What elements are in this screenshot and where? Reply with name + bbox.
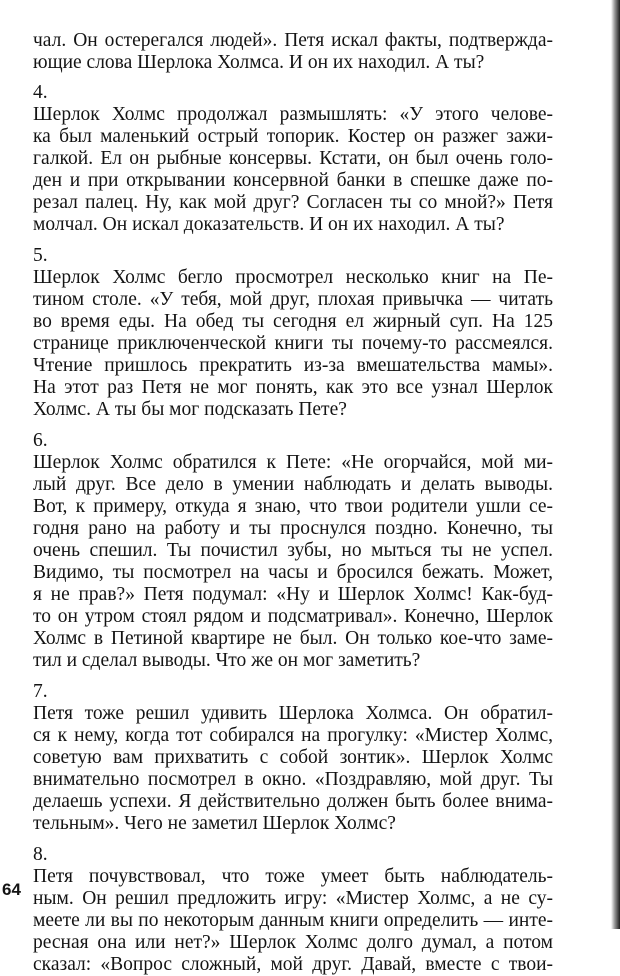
page-number: 64 [2, 880, 21, 899]
text-line: внимательно посмотрел в окно. «Поздравляю, мой друг. Ты [33, 769, 553, 790]
section-number: 5. [33, 245, 48, 266]
text-line: я не прав?» Петя подумал: «Ну и Шерлок Холмс! Как-буд- [33, 584, 553, 605]
text-line: странице приключенческой книги ты почему-то рассмеялся. [33, 333, 553, 354]
text-line: делаешь успехи. Я действительно должен быть более внима- [33, 791, 553, 812]
text-line: Шерлок Холмс продолжал размышлять: «У этого челове- [33, 104, 553, 125]
section-number: 8. [33, 844, 48, 865]
text-line: Петя почувствовал, что тоже умеет быть наблюдатель- [33, 866, 553, 887]
text-line: На этот раз Петя не мог понять, как это все узнал Шерлок [33, 377, 553, 398]
text-line: лый друг. Все дело в умении наблюдать и делать выводы. [33, 474, 553, 495]
text-line: Чтение пришлось прекратить из-за вмешательства мамы». [33, 355, 553, 376]
text-line: очень спешил. Ты почистил зубы, но мыться ты не успел. [33, 540, 553, 561]
text-line: ся к нему, когда тот собирался на прогулку: «Мистер Холмс, [33, 725, 553, 746]
text-line: тельным». Чего не заметил Шерлок Холмс? [33, 813, 396, 834]
text-line: Холмс в Петиной квартире не был. Он только кое-что заме- [33, 628, 553, 649]
text-line: Шерлок Холмс бегло просмотрел несколько книг на Пе- [33, 267, 553, 288]
text-line: Видимо, ты посмотрел на часы и бросился бежать. Может, [33, 562, 553, 583]
text-line: советую вам прихватить с собой зонтик». Шерлок Холмс [33, 747, 553, 768]
text-line: ка был маленький острый топорик. Костер он разжег зажи- [33, 126, 553, 147]
text-line: меете ли вы по некоторым данным книги определить — инте- [33, 910, 553, 931]
text-line: то он утром стоял рядом и подсматривал». Конечно, Шерлок [33, 606, 553, 627]
text-line: чал. Он остерегался людей». Петя искал факты, подтвержда- [33, 30, 553, 51]
text-line: молчал. Он искал доказательств. И он их находил. А ты? [33, 214, 505, 235]
text-line: сказал: «Вопрос сложный, мой друг. Давай, вместе с твои- [33, 954, 553, 975]
page-edge-shadow [611, 0, 620, 929]
section-number: 4. [33, 82, 48, 103]
text-line: ным. Он решил предложить игру: «Мистер Холмс, а не су- [33, 888, 553, 909]
text-line: Холмс. А ты бы мог подсказать Пете? [33, 399, 347, 420]
text-line: ден и при открывании консервной банки в спешке даже по- [33, 170, 553, 191]
section-number: 6. [33, 430, 48, 451]
text-line: резал палец. Ну, как мой друг? Согласен ты со мной?» Петя [33, 192, 553, 213]
page-body [33, 30, 553, 976]
text-line: тил и сделал выводы. Что же он мог заметить? [33, 650, 421, 671]
text-line: ресная она или нет?» Шерлок Холмс долго думал, а потом [33, 932, 553, 953]
text-line: тином столе. «У тебя, мой друг, плохая привычка — читать [33, 289, 553, 310]
text-line: галкой. Ел он рыбные консервы. Кстати, он был очень голо- [33, 148, 553, 169]
text-line: Шерлок Холмс обратился к Пете: «Не огорчайся, мой ми- [33, 452, 553, 473]
text-line: годня рано на работу и ты проснулся поздно. Конечно, ты [33, 518, 553, 539]
section-number: 7. [33, 681, 48, 702]
text-line: Вот, к примеру, откуда я знаю, что твои родители ушли се- [33, 496, 553, 517]
text-line: во время еды. На обед ты сегодня ел жирный суп. На 125 [33, 311, 553, 332]
text-line: Петя тоже решил удивить Шерлока Холмса. Он обратил- [33, 703, 553, 724]
text-line: ющие слова Шерлока Холмса. И он их находил. А ты? [33, 52, 485, 73]
